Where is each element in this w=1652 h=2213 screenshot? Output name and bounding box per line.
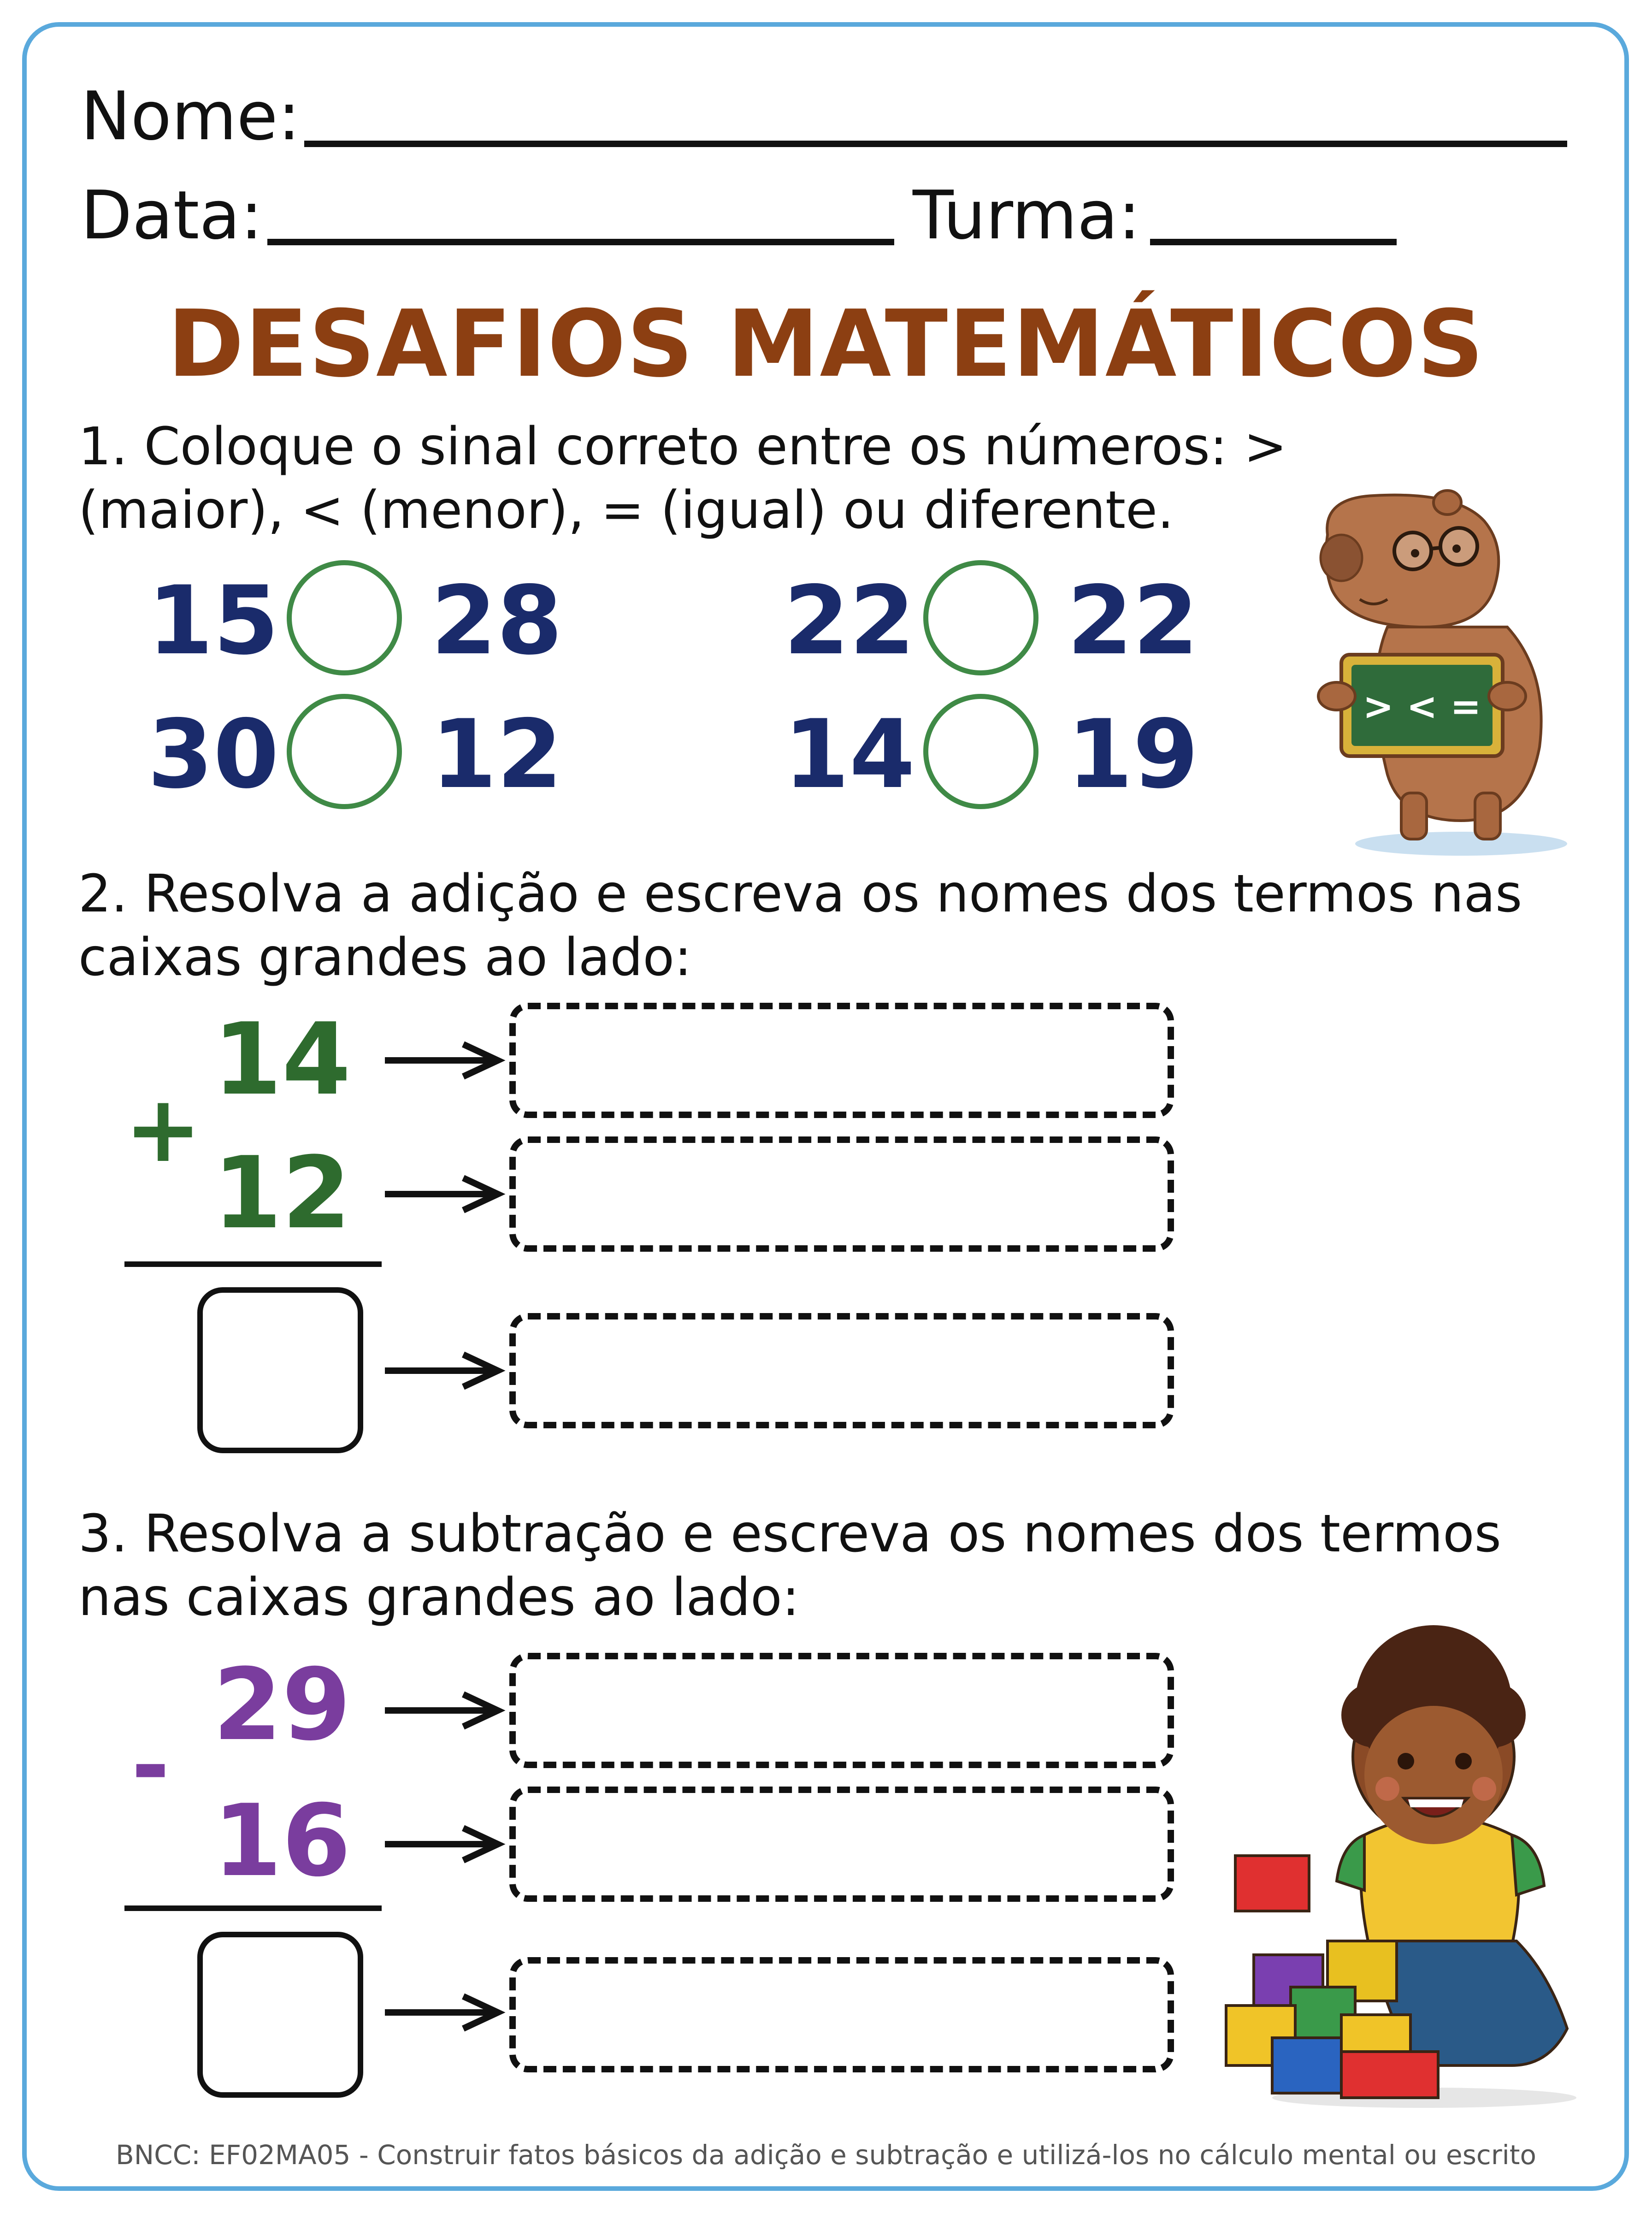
class-line [1150,239,1397,245]
question-1-text: 1. Coloque o sinal correto entre os números: > (maior), < (menor), = (igual) ou diferente. [78,417,1287,540]
question-2-text: 2. Resolva a adição e escreva os nomes dos termos nas caixas grandes ao lado: [78,864,1522,988]
term-name-box-difference[interactable] [509,1957,1174,2072]
term-name-box-addend-1[interactable] [509,1003,1174,1118]
compare-left-number: 14 [784,700,915,810]
date-label: Data: [81,177,263,254]
subtraction-operator: - [131,1712,170,1819]
term-name-box-minuend[interactable] [509,1653,1174,1768]
compare-circle[interactable] [287,560,402,675]
name-line [304,141,1567,147]
addend-1: 14 [213,1001,351,1117]
compare-right-number: 19 [1067,700,1199,810]
capybara-teacher-illustration [1309,489,1576,858]
subtrahend: 16 [213,1783,351,1899]
compare-left-number: 22 [784,566,915,676]
compare-left-number: 30 [148,700,279,810]
page-title: DESAFIOS MATEMÁTICOS [167,290,1485,398]
date-line [267,239,894,245]
class-label: Turma: [913,177,1141,254]
addend-2: 12 [213,1135,351,1251]
difference-answer-box[interactable] [197,1932,363,2098]
compare-left-number: 15 [148,566,279,676]
term-name-box-sum[interactable] [509,1313,1174,1428]
arrow-right-icon [383,1992,507,2033]
compare-right-number: 28 [431,566,563,676]
footer-bncc: BNCC: EF02MA05 - Construir fatos básicos da adição e subtração e utilizá-los no cálculo mental ou escrito [115,2139,1537,2171]
question-3-text: 3. Resolva a subtração e escreva os nomes dos termos nas caixas grandes ao lado: [78,1504,1501,1627]
addition-operator: + [124,1076,202,1183]
compare-right-number: 12 [431,700,563,810]
arrow-right-icon [383,1173,507,1215]
difference-line [124,1905,382,1911]
minuend: 29 [213,1647,351,1763]
arrow-right-icon [383,1823,507,1865]
sum-answer-box[interactable] [197,1287,363,1453]
compare-circle[interactable] [287,694,402,809]
boy-with-blocks-illustration [1217,1623,1595,2112]
term-name-box-addend-2[interactable] [509,1136,1174,1252]
chalkboard-symbols: > < = [1363,685,1481,728]
shadow [1355,832,1567,856]
compare-circle[interactable] [923,560,1038,675]
compare-circle[interactable] [923,694,1038,809]
term-name-box-subtrahend[interactable] [509,1787,1174,1902]
arrow-right-icon [383,1690,507,1731]
sum-line [124,1261,382,1267]
name-label: Nome: [81,77,301,155]
compare-right-number: 22 [1067,566,1199,676]
arrow-right-icon [383,1040,507,1081]
arrow-right-icon [383,1350,507,1391]
